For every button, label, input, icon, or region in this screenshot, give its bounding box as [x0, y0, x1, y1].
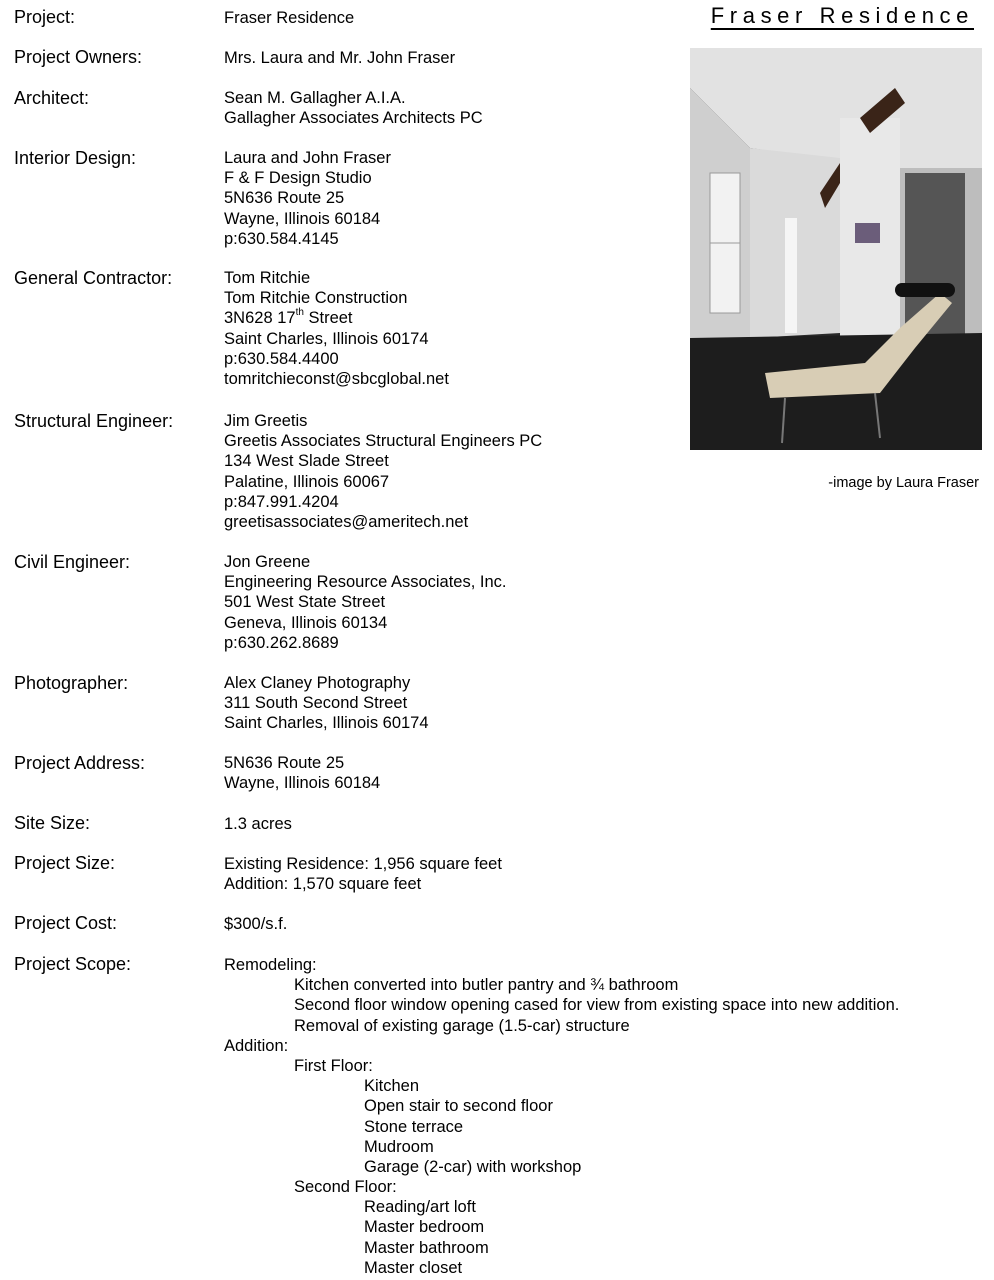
- cost-value: $300/s.f.: [224, 915, 288, 933]
- owners-value: Mrs. Laura and Mr. John Fraser: [224, 49, 456, 67]
- architect-label: Architect:: [14, 88, 90, 108]
- project-value: Fraser Residence: [224, 9, 355, 27]
- address-label: Project Address:: [14, 753, 146, 773]
- photo-caption: -image by Laura Fraser: [828, 475, 979, 491]
- interior-photo: [690, 48, 982, 450]
- civil-value: Jon Greene Engineering Resource Associates, Inc. 501 West State Street Geneva, Illinois 60134 p:630.262.8689: [224, 553, 507, 652]
- address-value: 5N636 Route 25 Wayne, Illinois 60184: [224, 754, 381, 793]
- scope-label: Project Scope:: [14, 954, 132, 974]
- interior-value: Laura and John Fraser F & F Design Studio 5N636 Route 25 Wayne, Illinois 60184 p:630.584.4145: [224, 149, 391, 248]
- interior-label: Interior Design:: [14, 148, 137, 168]
- room-image: [690, 48, 982, 450]
- civil-label: Civil Engineer:: [14, 552, 131, 572]
- photographer-label: Photographer:: [14, 673, 129, 693]
- project-label: Project:: [14, 7, 76, 27]
- size-value: Existing Residence: 1,956 square feet Addition: 1,570 square feet: [224, 855, 502, 894]
- structural-label: Structural Engineer:: [14, 411, 174, 431]
- site-label: Site Size:: [14, 813, 91, 833]
- contractor-label: General Contractor:: [14, 268, 173, 288]
- site-value: 1.3 acres: [224, 815, 292, 833]
- scope-value: Remodeling: Kitchen converted into butler pantry and ¾ bathroom Second floor window opening cased for view from existing space into new addition. Removal of existing garage (1.5-car) structure Addition: First Floor: Kitchen Open stair to second floor Stone terrace Mudroom Garage (2-car) with workshop Second Floor: Reading/art loft Master bedroom Master bathroom Master closet: [224, 956, 900, 1277]
- size-label: Project Size:: [14, 853, 116, 873]
- cost-label: Project Cost:: [14, 913, 118, 933]
- photographer-value: Alex Claney Photography 311 South Second Street Saint Charles, Illinois 60174: [224, 674, 429, 733]
- architect-value: Sean M. Gallagher A.I.A. Gallagher Associates Architects PC: [224, 89, 483, 128]
- contractor-value: Tom Ritchie Tom Ritchie Construction 3N628 17th Street Saint Charles, Illinois 60174 p:630.584.4400 tomritchieconst@sbcglobal.net: [224, 269, 449, 388]
- owners-label: Project Owners:: [14, 47, 143, 67]
- structural-value: Jim Greetis Greetis Associates Structural Engineers PC 134 West Slade Street Palatine, Illinois 60067 p:847.991.4204 greetisassociates@ameritech.net: [224, 412, 543, 531]
- page-title: Fraser Residence: [710, 3, 974, 28]
